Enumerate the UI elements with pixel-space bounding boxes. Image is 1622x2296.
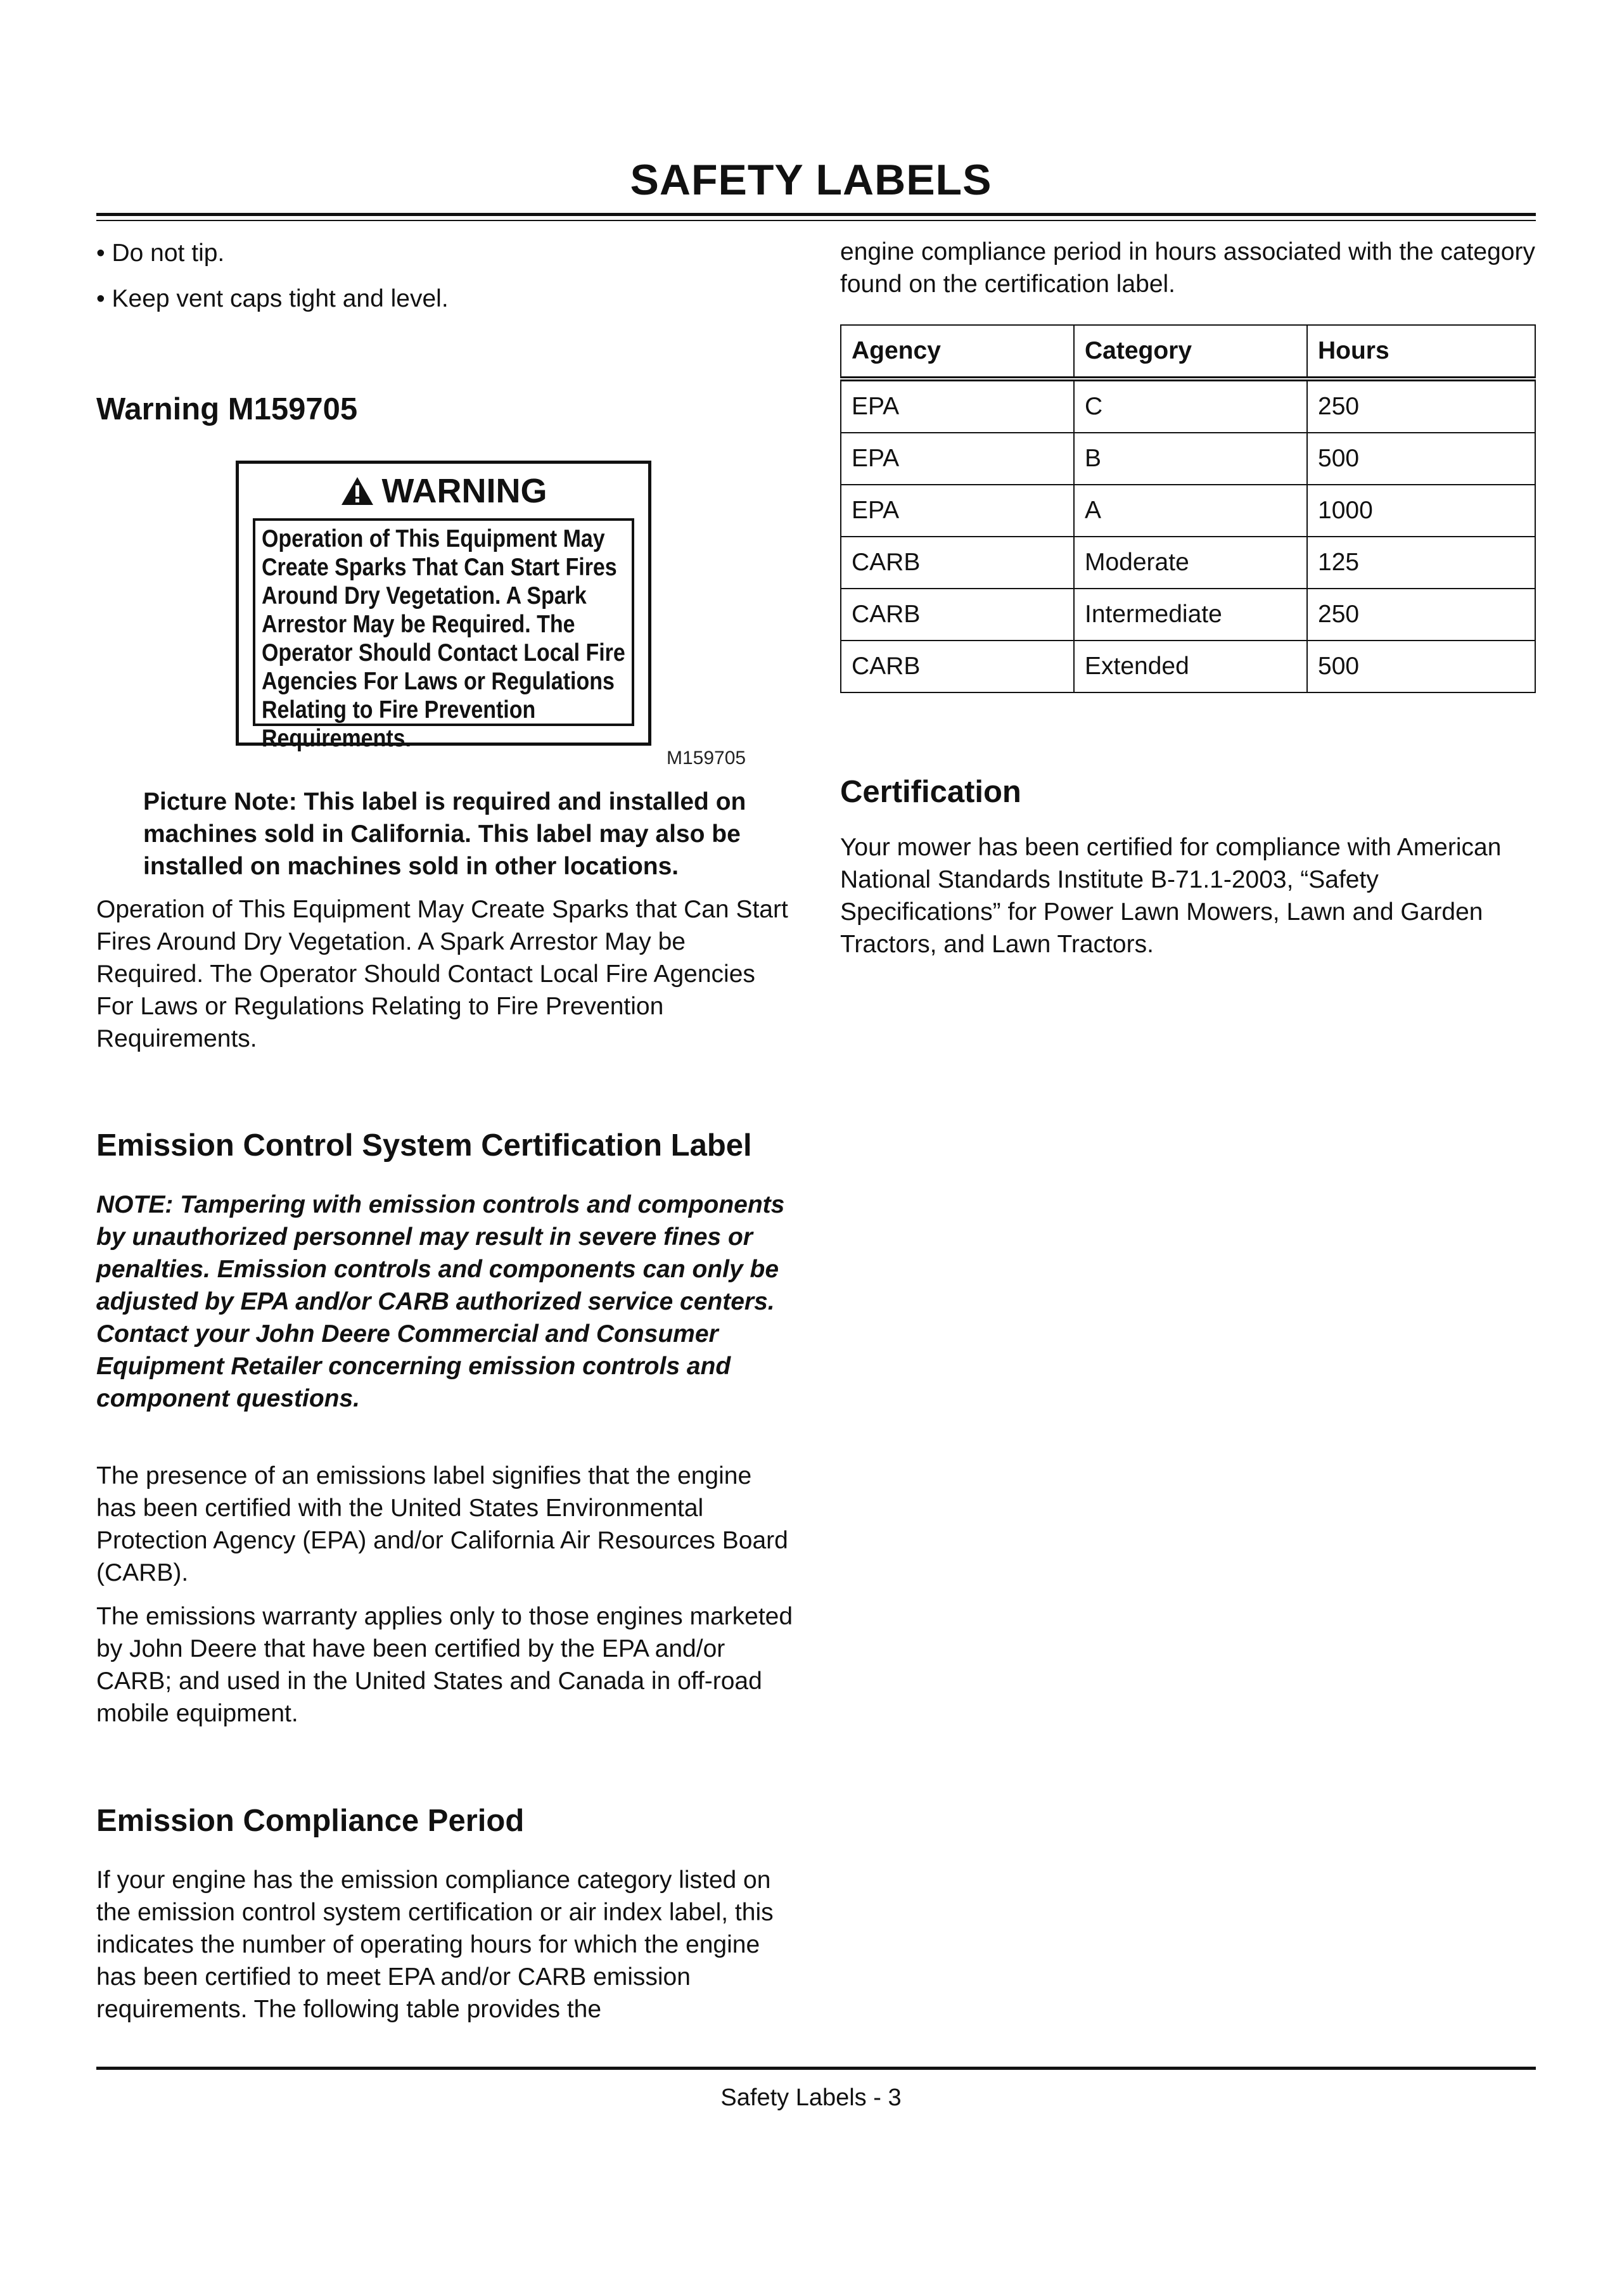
compliance-paragraph: If your engine has the emission compliance category listed on the emission control system certification or air index label, this indicates the number of operating hours for which the engine has been certified to meet EPA and/or CARB emission requirements. The following table provides the [96, 1866, 774, 2023]
table-cell: CARB [841, 641, 1074, 692]
warning-triangle-icon [340, 476, 374, 506]
table-cell: Extended [1074, 641, 1307, 692]
warning-paragraph: Operation of This Equipment May Create Sparks that Can Start Fires Around Dry Vegetation. A Spark Arrestor May be Required. The Operator Should Contact Local Fire Agencies For Laws or Regulations Relating to Fire Prevention Requirements. [96, 896, 788, 1052]
table-cell: 1000 [1307, 485, 1535, 537]
table-row [841, 433, 1535, 485]
emission-paragraph-1: The presence of an emissions label signifies that the engine has been certified with the United States Environmental Protection Agency (EPA) and/or California Air Resources Board (CARB). [96, 1462, 788, 1586]
table-cell: 250 [1307, 589, 1535, 641]
table-cell: 250 [1307, 379, 1535, 433]
tampering-note: NOTE: Tampering with emission controls and components by unauthorized personnel may result in severe fines or penalties. Emission controls and components can only be adjusted by EPA and/or CARB authorized service centers. Contact your John Deere Commercial and Consumer Equipment Retailer concerning emission controls and component questions. [96, 1191, 785, 1412]
table-row [841, 485, 1535, 537]
table-cell: EPA [841, 379, 1074, 433]
table-header-row [841, 325, 1535, 379]
table-intro: engine compliance period in hours associated with the category found on the certification label. [840, 238, 1535, 298]
emission-label-heading: Emission Control System Certification Label [96, 1128, 752, 1163]
warning-label-image [236, 461, 651, 752]
table-cell: 500 [1307, 641, 1535, 692]
table-cell: EPA [841, 485, 1074, 537]
table-cell: CARB [841, 589, 1074, 641]
emission-paragraph-2: The emissions warranty applies only to those engines marketed by John Deere that have been certified by the EPA and/or CARB; and used in the United States and Canada in off-road mobile equipment. [96, 1603, 793, 1727]
table-cell: B [1074, 433, 1307, 485]
column-header: Category [1074, 325, 1307, 379]
warning-line: Around Dry Vegetation. A Spark [262, 582, 587, 609]
table-row [841, 537, 1535, 589]
warning-line: Relating to Fire Prevention [262, 696, 536, 724]
compliance-table [840, 324, 1536, 693]
label-code: M159705 [667, 748, 746, 769]
bullet-item: • Do not tip. [96, 239, 225, 267]
certification-paragraph: Your mower has been certified for compliance with American National Standards Institute B-71.1-2003, “Safety Specifications” for Power Lawn Mowers, Lawn and Garden Tractors, and Lawn Tractors. [840, 834, 1502, 958]
table-row [841, 589, 1535, 641]
warning-line: Arrestor May be Required. The [262, 611, 575, 638]
warning-line: Operator Should Contact Local Fire [262, 639, 625, 666]
table-cell: EPA [841, 433, 1074, 485]
warning-line: Requirements. [262, 725, 411, 752]
column-header: Hours [1307, 325, 1535, 379]
header-rule-thin [96, 220, 1536, 221]
column-header: Agency [841, 325, 1074, 379]
warning-label-body [253, 518, 634, 752]
warning-label-title [248, 473, 639, 509]
warning-heading: Warning M159705 [96, 392, 358, 426]
table-cell: Moderate [1074, 537, 1307, 589]
table-cell: C [1074, 379, 1307, 433]
table-cell: 125 [1307, 537, 1535, 589]
table-row [841, 379, 1535, 433]
picture-note: Picture Note: This label is required and installed on machines sold in California. This label may also be installed on machines sold in other locations. [143, 788, 746, 880]
page-title: SAFETY LABELS [630, 156, 992, 204]
table-cell: A [1074, 485, 1307, 537]
bullet-item: • Keep vent caps tight and level. [96, 285, 449, 312]
warning-line: Agencies For Laws or Regulations [262, 668, 615, 695]
footer-rule [96, 2067, 1536, 2070]
page-footer: Safety Labels - 3 [720, 2084, 902, 2111]
header-rule [96, 213, 1536, 216]
table-cell: Intermediate [1074, 589, 1307, 641]
table-cell: CARB [841, 537, 1074, 589]
warning-line: Create Sparks That Can Start Fires [262, 554, 617, 581]
certification-heading: Certification [840, 775, 1021, 809]
table-cell: 500 [1307, 433, 1535, 485]
compliance-heading: Emission Compliance Period [96, 1804, 525, 1838]
warning-title-text: WARNING [381, 472, 547, 510]
warning-line: Operation of This Equipment May [262, 525, 605, 552]
table-row [841, 641, 1535, 692]
